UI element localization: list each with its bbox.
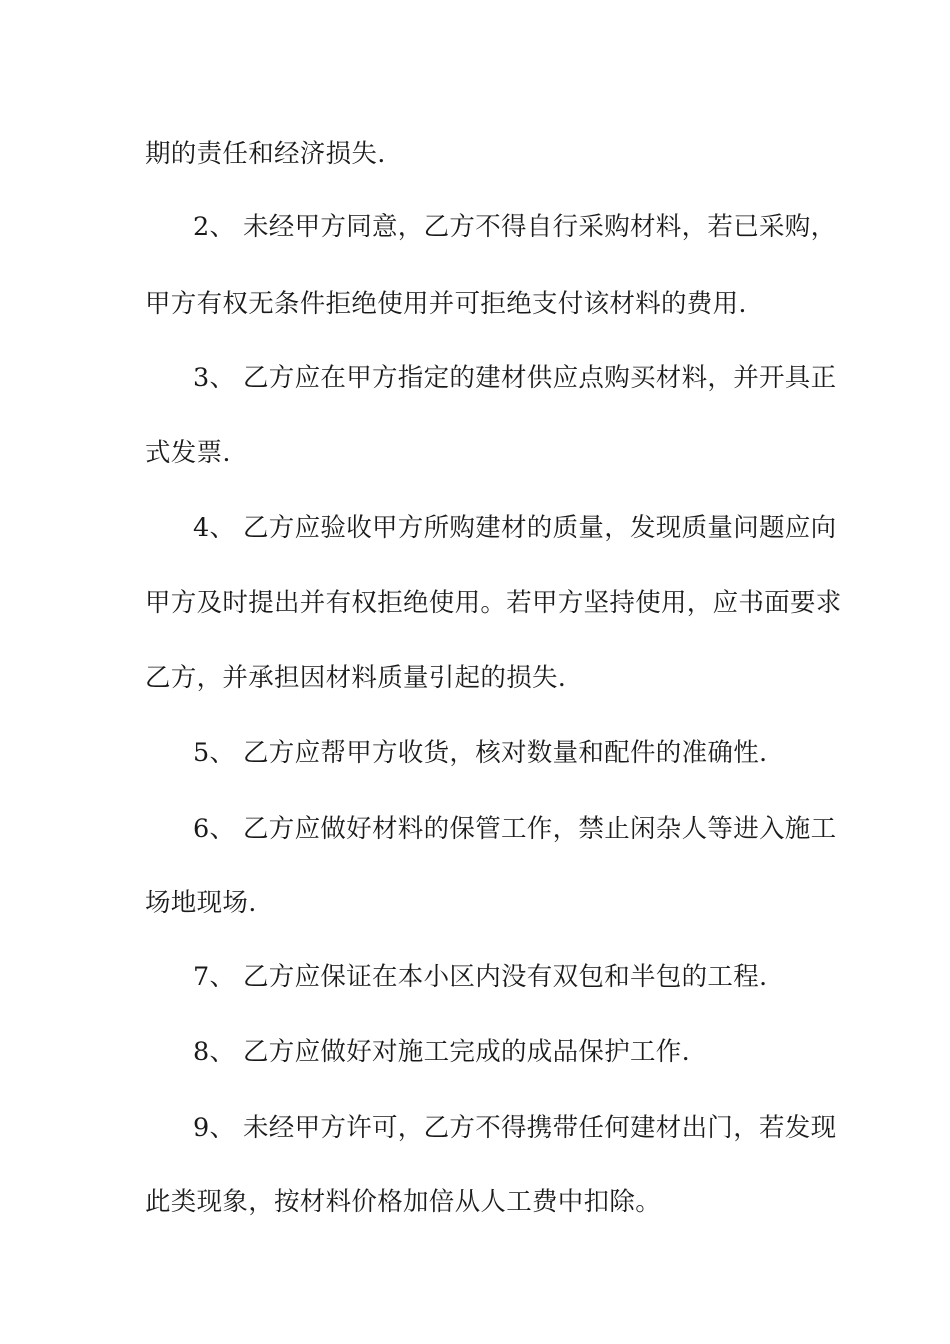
- line-text: 甲方有权无条件拒绝使用并可拒绝支付该材料的费用.: [145, 289, 747, 319]
- line-text: 此类现象，按材料价格加倍从人工费中扣除。: [145, 1187, 662, 1217]
- clause-number: 7、: [193, 962, 236, 992]
- line-text: 未经甲方同意，乙方不得自行采购材料，若已采购，: [243, 212, 837, 242]
- clause-9: [145, 1110, 837, 1146]
- clause-number: 6、: [193, 814, 236, 844]
- line-text: 场地现场.: [145, 888, 257, 918]
- text-line: [145, 435, 810, 471]
- text-line: [145, 585, 842, 621]
- text-line: [145, 136, 810, 172]
- line-text: 乙方应做好对施工完成的成品保护工作.: [243, 1037, 691, 1067]
- text-line: [145, 286, 810, 322]
- line-text: 乙方应在甲方指定的建材供应点购买材料，并开具正: [243, 363, 837, 393]
- clause-number: 9、: [193, 1113, 236, 1143]
- line-text: 乙方应保证在本小区内没有双包和半包的工程.: [243, 962, 768, 992]
- text-line: [145, 660, 810, 696]
- clause-number: 3、: [193, 363, 236, 393]
- clause-number: 8、: [193, 1037, 236, 1067]
- clause-5: [145, 735, 810, 771]
- line-text: 甲方及时提出并有权拒绝使用。若甲方坚持使用，应书面要求: [145, 588, 842, 618]
- clause-number: 2、: [193, 212, 236, 242]
- clause-8: [145, 1034, 810, 1070]
- clause-2: [145, 209, 837, 245]
- text-line: [145, 885, 810, 921]
- clause-4: [145, 510, 837, 546]
- clause-7: [145, 959, 810, 995]
- line-text: 期的责任和经济损失.: [145, 139, 386, 169]
- clause-number: 5、: [193, 738, 236, 768]
- clause-3: [145, 360, 837, 396]
- line-text: 乙方应验收甲方所购建材的质量，发现质量问题应向: [243, 513, 837, 543]
- line-text: 乙方应帮甲方收货，核对数量和配件的准确性.: [243, 738, 768, 768]
- text-line: [145, 1184, 810, 1220]
- line-text: 乙方应做好材料的保管工作，禁止闲杂人等进入施工: [243, 814, 837, 844]
- line-text: 乙方，并承担因材料质量引起的损失.: [145, 663, 567, 693]
- clause-6: [145, 811, 837, 847]
- line-text: 未经甲方许可，乙方不得携带任何建材出门，若发现: [243, 1113, 837, 1143]
- clause-number: 4、: [193, 513, 236, 543]
- line-text: 式发票.: [145, 438, 231, 468]
